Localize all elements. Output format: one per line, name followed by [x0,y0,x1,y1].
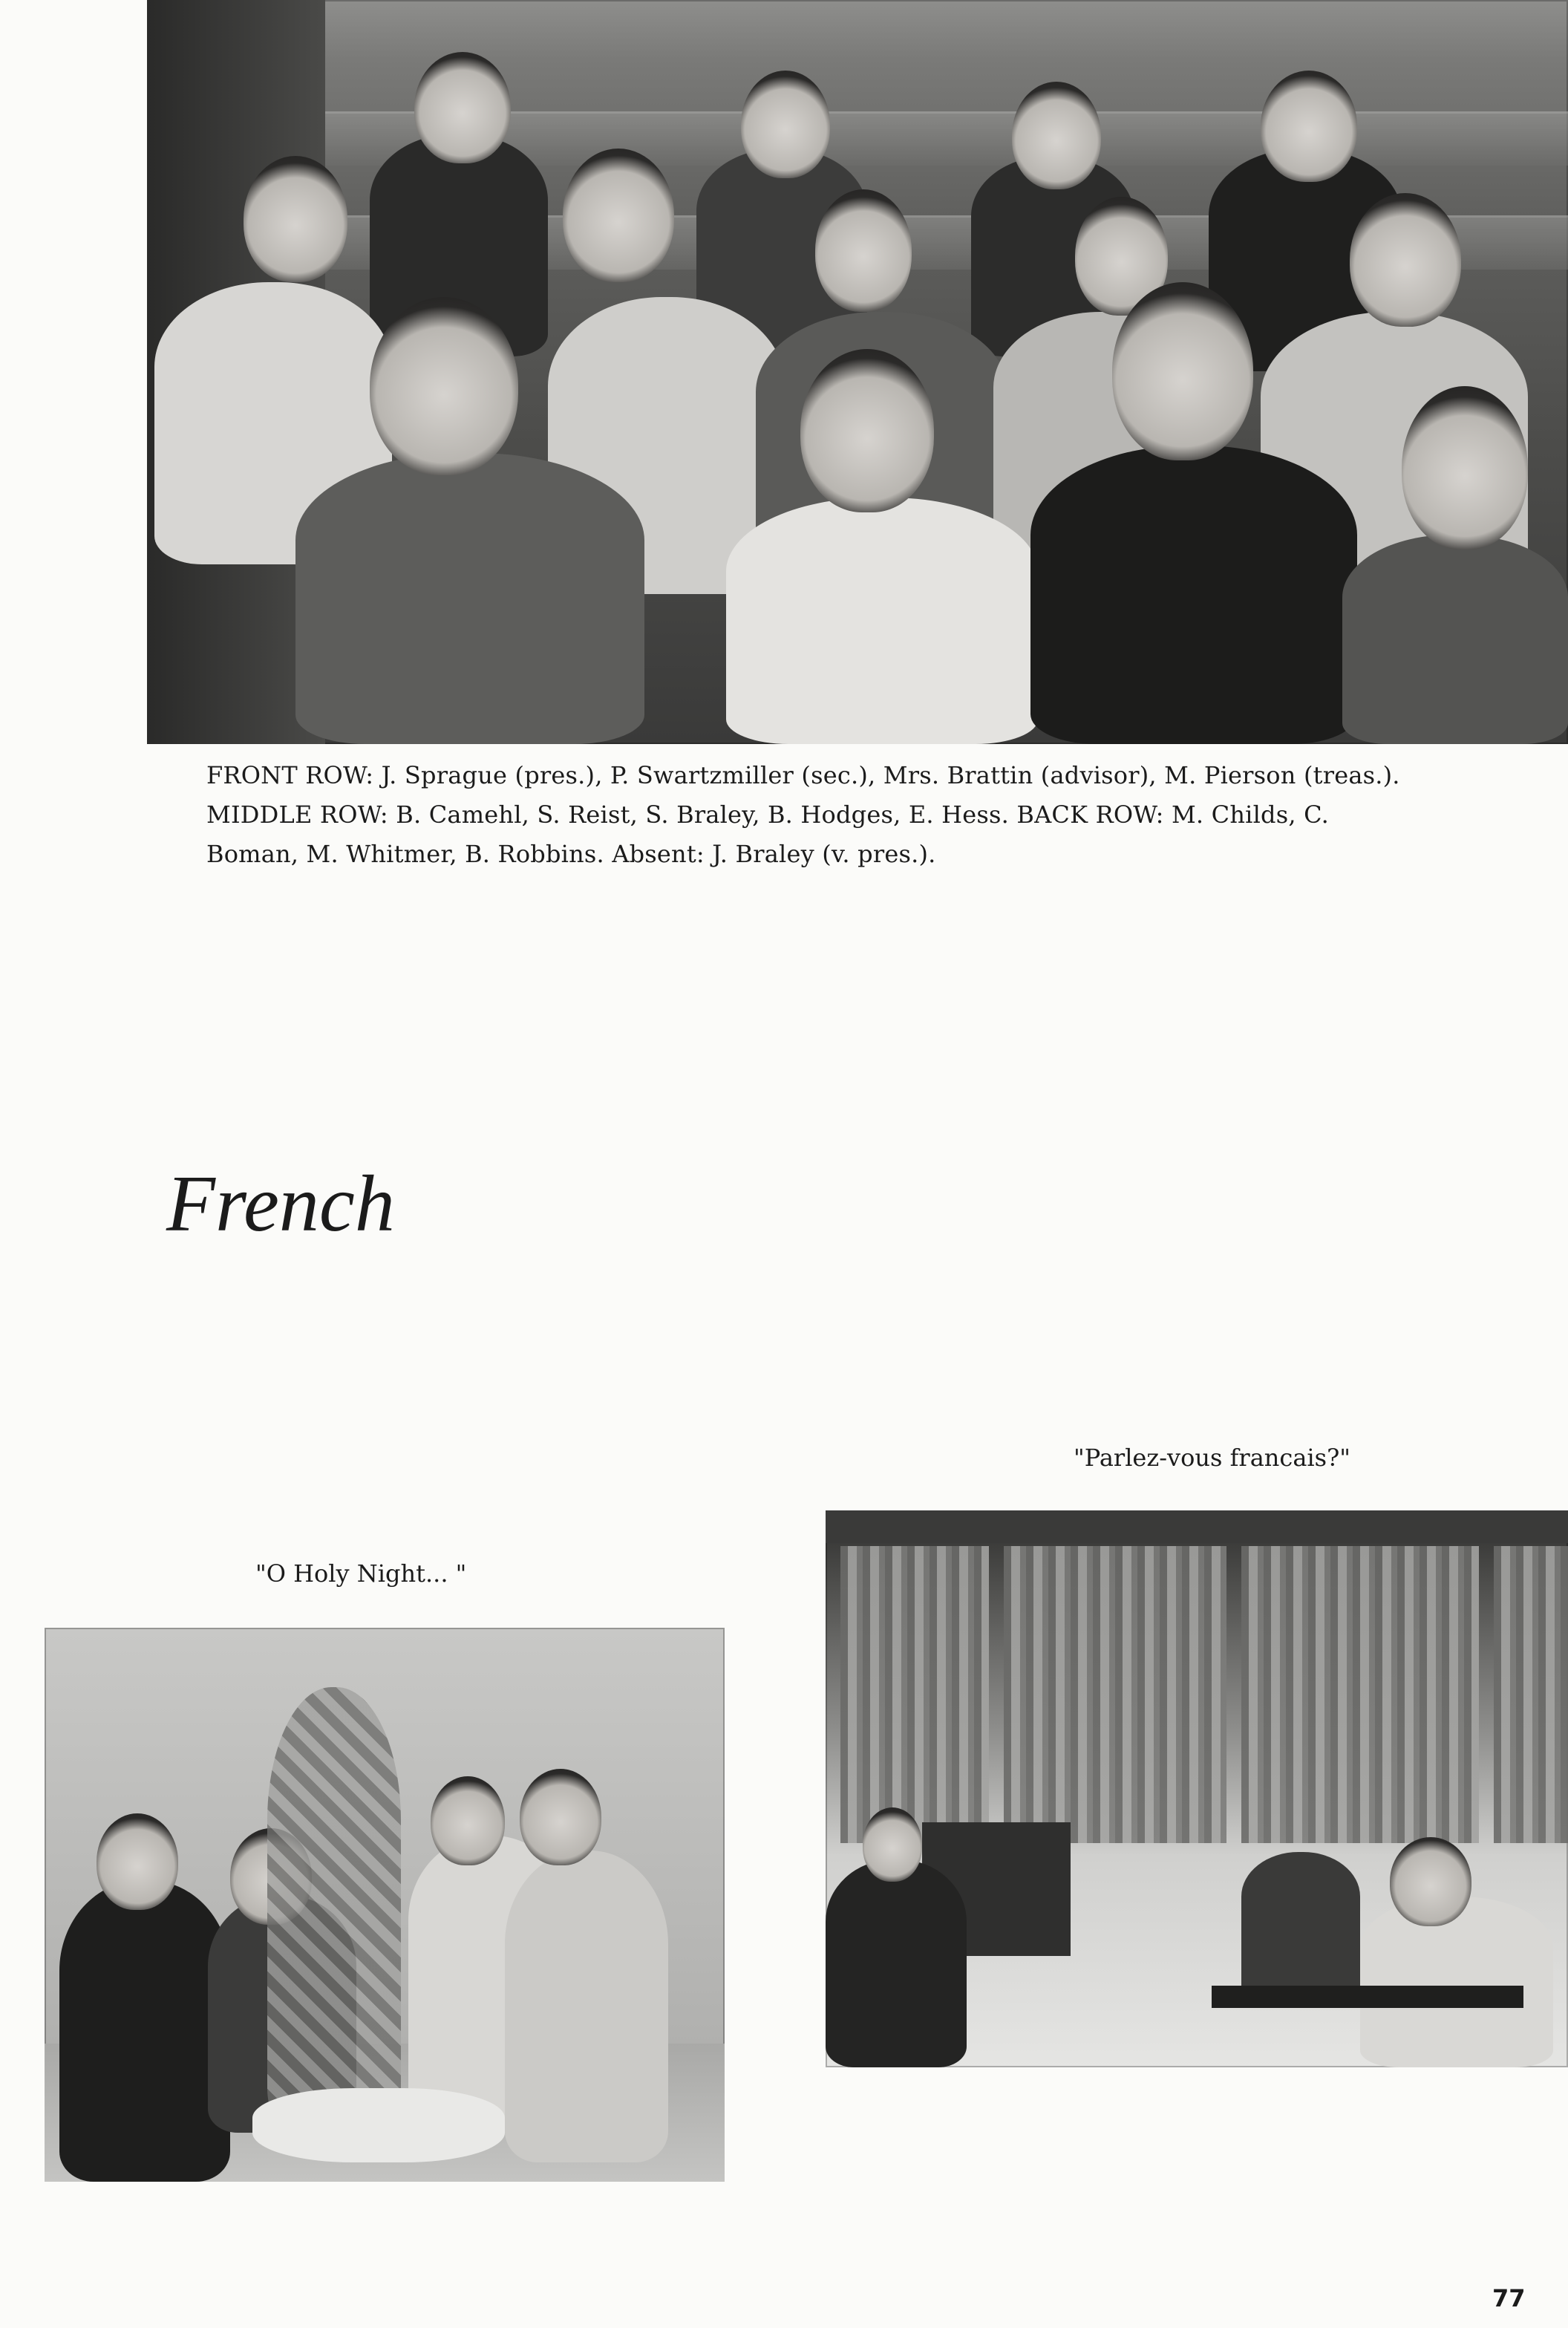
advisor-figure [1030,446,1357,744]
student-desk [1212,1986,1523,2008]
student-face [1350,193,1461,327]
window-curtain [1241,1546,1479,1843]
manger [252,2088,505,2162]
window-curtain [840,1546,989,1843]
student-face [1390,1837,1471,1926]
page-number: 77 [1492,2284,1526,2312]
group-photo-caption [206,756,1535,874]
holy-night-photo [45,1628,725,2182]
student-face [520,1769,601,1865]
teacher-face [863,1807,922,1882]
student-face [97,1813,178,1910]
advisor-face [1112,282,1253,460]
student-face [800,349,934,512]
student-figure [726,498,1038,744]
holy-night-photo-caption: "O Holy Night... " [255,1559,467,1588]
group-photo [147,0,1568,744]
caption-line: Boman, M. Whitmer, B. Robbins. Absent: J. Braley (v. pres.). [206,840,936,868]
costume-figure [267,1687,401,2133]
student-figure [1360,1897,1553,2067]
caption-line: MIDDLE ROW: B. Camehl, S. Reist, S. Braley, B. Hodges, E. Hess. BACK ROW: M. Childs, C. [206,801,1330,829]
student-face [414,52,511,163]
student-figure [1241,1852,1360,2001]
student-face [1261,71,1357,182]
caption-line: FRONT ROW: J. Sprague (pres.), P. Swartzmiller (sec.), Mrs. Brattin (advisor), M. Pierson (treas.). [206,761,1400,789]
student-face [815,189,912,312]
window-curtain [1004,1546,1226,1843]
student-face [431,1776,505,1865]
window-curtain [1494,1546,1568,1843]
ceiling [826,1510,1568,1543]
student-face [563,149,674,282]
section-title: French [166,1160,395,1248]
classroom-photo [826,1510,1568,2067]
classroom-photo-caption: "Parlez-vous francais?" [1074,1444,1350,1472]
student-face [741,71,830,178]
student-figure [59,1880,230,2182]
student-figure [505,1851,668,2162]
student-figure [1342,535,1568,744]
teacher-figure [826,1859,967,2067]
student-figure [295,453,644,744]
student-face [370,297,518,475]
student-face [1402,386,1528,550]
student-face [1012,82,1101,189]
student-face [244,156,347,282]
